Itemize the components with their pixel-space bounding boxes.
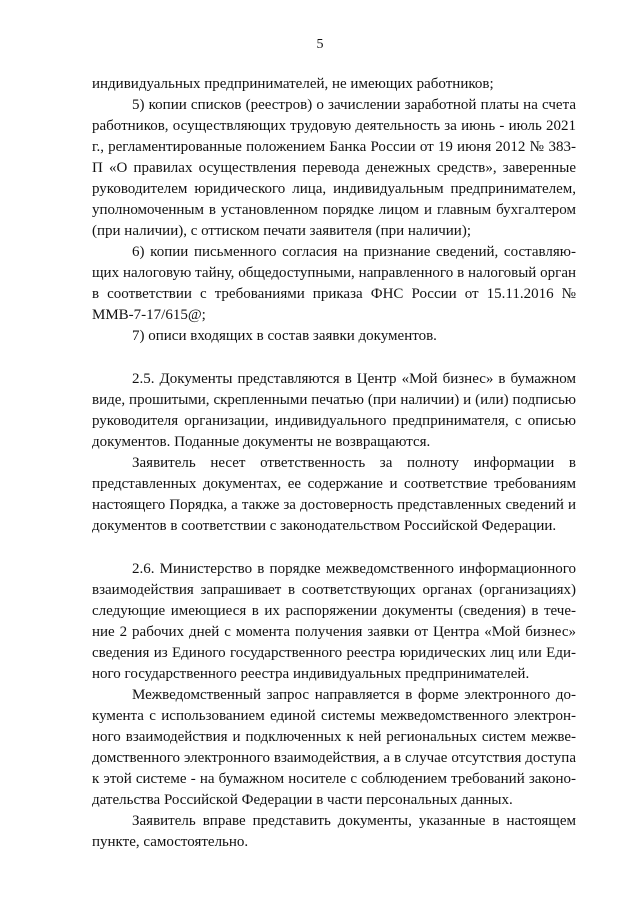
paragraph: 2.5. Документы представляются в Центр «Мой бизнес» в бумажном виде, прошитыми, скрепленными печатью (при наличии) и (или) подписью руководителя организации, индивидуального предпринимателя, с описью документов. Поданные документы не возвращаются. (92, 371, 576, 450)
paragraph: индивидуальных предпринимателей, не имеющих работников; (92, 76, 494, 92)
paragraph: 7) описи входящих в состав заявки документов. (132, 328, 437, 344)
document-body (92, 74, 576, 853)
paragraph: Межведомственный запрос направляется в форме электронного документа с использованием единой системы межведомственного электронного взаимодействия и подключенных к ней региональных систем межведомственного электронного взаимодействия, а в случае отсутствия доступа к этой системе - на бумажном носителе с соблюдением требований законодательства Российской Федерации в части персональных данных. (92, 687, 576, 808)
section-spacer (92, 347, 576, 369)
paragraph: 5) копии списков (реестров) о зачислении заработной платы на счета работников, осуществляющих трудовую деятельность за июнь - июль 2021 г., регламентированные положением Банка России от 19 июня 2012 № 383-П «О правилах осуществления перевода денежных средств», заверенные руководителем юридического лица, индивидуальным предпринимателем, уполномоченным в установленном порядке лицом и главным бухгалтером (при наличии), с оттиском печати заявителя (при наличии); (92, 97, 576, 239)
section-spacer (92, 537, 576, 559)
paragraph: 2.6. Министерство в порядке межведомственного информационного взаимодействия запрашивает в соответствующих органах (организациях) следующие имеющиеся в их распоряжении документы (сведения) в течение 2 рабочих дней с момента получения заявки от Центра «Мой бизнес» сведения из Единого государственного реестра юридических лиц или Единого государственного реестра индивидуальных предпринимателей. (92, 561, 576, 682)
paragraph: 6) копии письменного согласия на признание сведений, составляющих налоговую тайну, общедоступными, направленного в налоговый орган в соответствии с требованиями приказа ФНС России от 15.11.2016 № ММВ-7-17/615@; (92, 244, 576, 323)
page-number: 5 (316, 37, 324, 52)
paragraph: Заявитель вправе представить документы, указанные в настоящем пункте, самостоятельно. (92, 813, 576, 850)
paragraph: Заявитель несет ответственность за полноту информации в представленных документах, ее содержание и соответствие требованиям настоящего Порядка, а также за достоверность представленных сведений и документов в соответствии с законодательством Российской Федерации. (92, 455, 576, 534)
